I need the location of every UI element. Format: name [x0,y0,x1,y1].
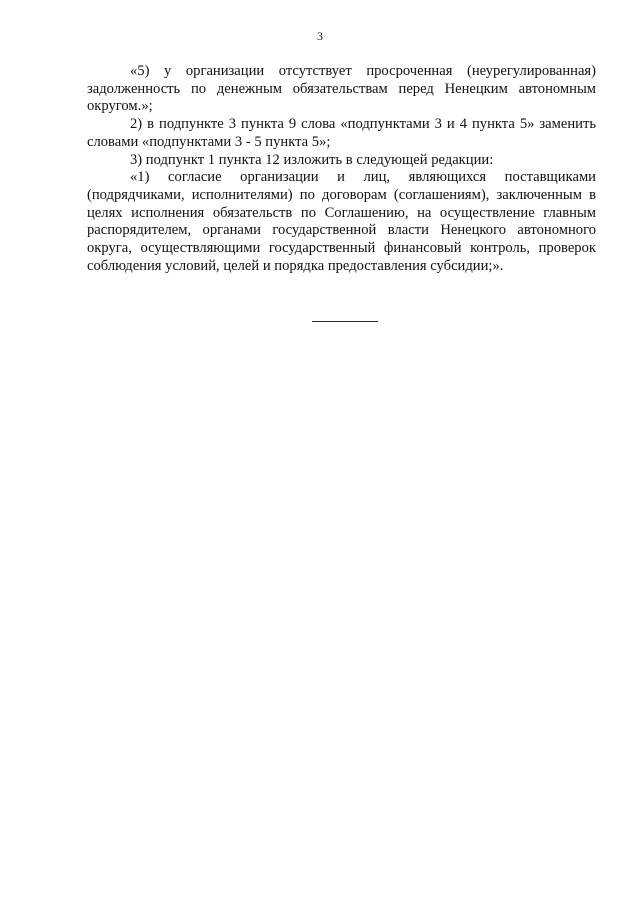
paragraph-item-3: 3) подпункт 1 пункта 12 изложить в следующей редакции: [130,151,494,168]
page-number: 3 [317,29,323,43]
paragraph-new-subclause-1: «1) согласие организации и лиц, являющихся поставщиками (подрядчиками, исполнителями) по договорам (соглашениям), заключенным в целях исполнения обязательств по Соглашению, на осуществление главным распорядителем, органами государственной власти Ненецкого автономного округа, осуществляющими государственный финансовый контроль, проверок соблюдения условий, целей и порядка предоставления субсидии;». [87,169,596,274]
end-of-text-separator [312,321,378,322]
document-body [87,63,596,275]
paragraph-item-2: 2) в подпункте 3 пункта 9 слова «подпунктами 3 и 4 пункта 5» заменить словами «подпунктами 3 - 5 пункта 5»; [87,116,596,150]
paragraph-clause-5: «5) у организации отсутствует просроченная (неурегулированная) задолженность по денежным обязательствам перед Ненецким автономным округом.»; [87,63,596,115]
